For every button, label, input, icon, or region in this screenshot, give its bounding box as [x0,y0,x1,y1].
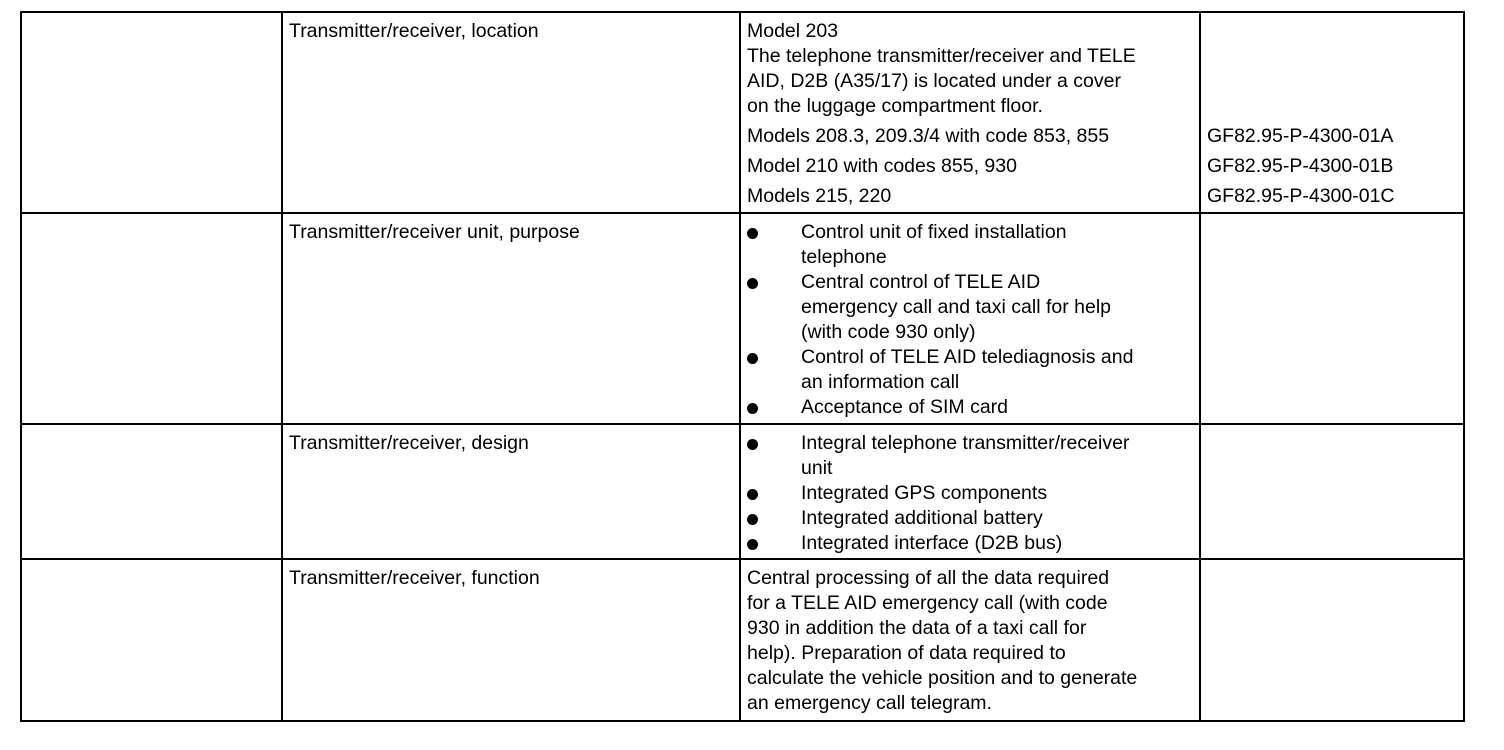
bullet-icon [747,439,758,450]
description-line: for a TELE AID emergency call (with code [747,592,1108,614]
list-item: Control of TELE AID telediagnosis and an information call [747,345,1193,395]
description-cell [740,12,1200,213]
term-cell [282,12,740,213]
model-line: Models 215, 220 [747,185,892,207]
term-label: Transmitter/receiver, design [289,432,529,454]
list-item: Integrated additional battery [747,506,1193,531]
reference-cell [1200,213,1464,424]
term-cell [282,559,740,721]
description-line: Model 203 [747,20,839,42]
reference-link[interactable]: GF82.95-P-4300-01A [1207,125,1394,147]
empty-cell [21,424,282,559]
reference-cell [1200,559,1464,721]
list-item: Control unit of fixed installation telephone [747,220,1193,270]
description-line: an emergency call telegram. [747,692,992,714]
list-item: Acceptance of SIM card [747,395,1193,420]
description-line: AID, D2B (A35/17) is located under a cover [747,70,1121,92]
reference-cell [1200,424,1464,559]
reference-link[interactable]: GF82.95-P-4300-01B [1207,155,1394,177]
model-line: Model 210 with codes 855, 930 [747,155,1017,177]
description-line: calculate the vehicle position and to generate [747,667,1138,689]
description-line: on the luggage compartment floor. [747,95,1043,117]
description-cell [740,213,1200,424]
list-item: Central control of TELE AID emergency call and taxi call for help (with code 930 only) [747,270,1193,345]
bullet-icon [747,403,758,414]
empty-cell [21,213,282,424]
term-cell [282,424,740,559]
description-line: 930 in addition the data of a taxi call for [747,617,1087,639]
bullet-icon [747,353,758,364]
description-line: The telephone transmitter/receiver and TELE [747,45,1136,67]
term-label: Transmitter/receiver unit, purpose [289,221,580,243]
table-row [21,213,1464,424]
empty-cell [21,559,282,721]
description-cell [740,424,1200,559]
bullet-icon [747,489,758,500]
term-label: Transmitter/receiver, function [289,567,540,589]
description-line: help). Preparation of data required to [747,642,1066,664]
list-item: Integral telephone transmitter/receiver unit [747,431,1193,481]
reference-cell [1200,12,1464,213]
term-cell [282,213,740,424]
bullet-list [747,220,1193,420]
bullet-list [747,431,1193,556]
table-row [21,12,1464,213]
description-line: Central processing of all the data required [747,567,1110,589]
description-cell [740,559,1200,721]
list-item: Integrated interface (D2B bus) [747,531,1193,556]
table-row [21,559,1464,721]
bullet-icon [747,228,758,239]
bullet-icon [747,539,758,550]
list-item: Integrated GPS components [747,481,1193,506]
document-table [20,11,1465,722]
model-line: Models 208.3, 209.3/4 with code 853, 855 [747,125,1110,147]
term-label: Transmitter/receiver, location [289,20,539,42]
table-row [21,424,1464,559]
empty-cell [21,12,282,213]
bullet-icon [747,514,758,525]
bullet-icon [747,278,758,289]
reference-link[interactable]: GF82.95-P-4300-01C [1207,185,1395,207]
